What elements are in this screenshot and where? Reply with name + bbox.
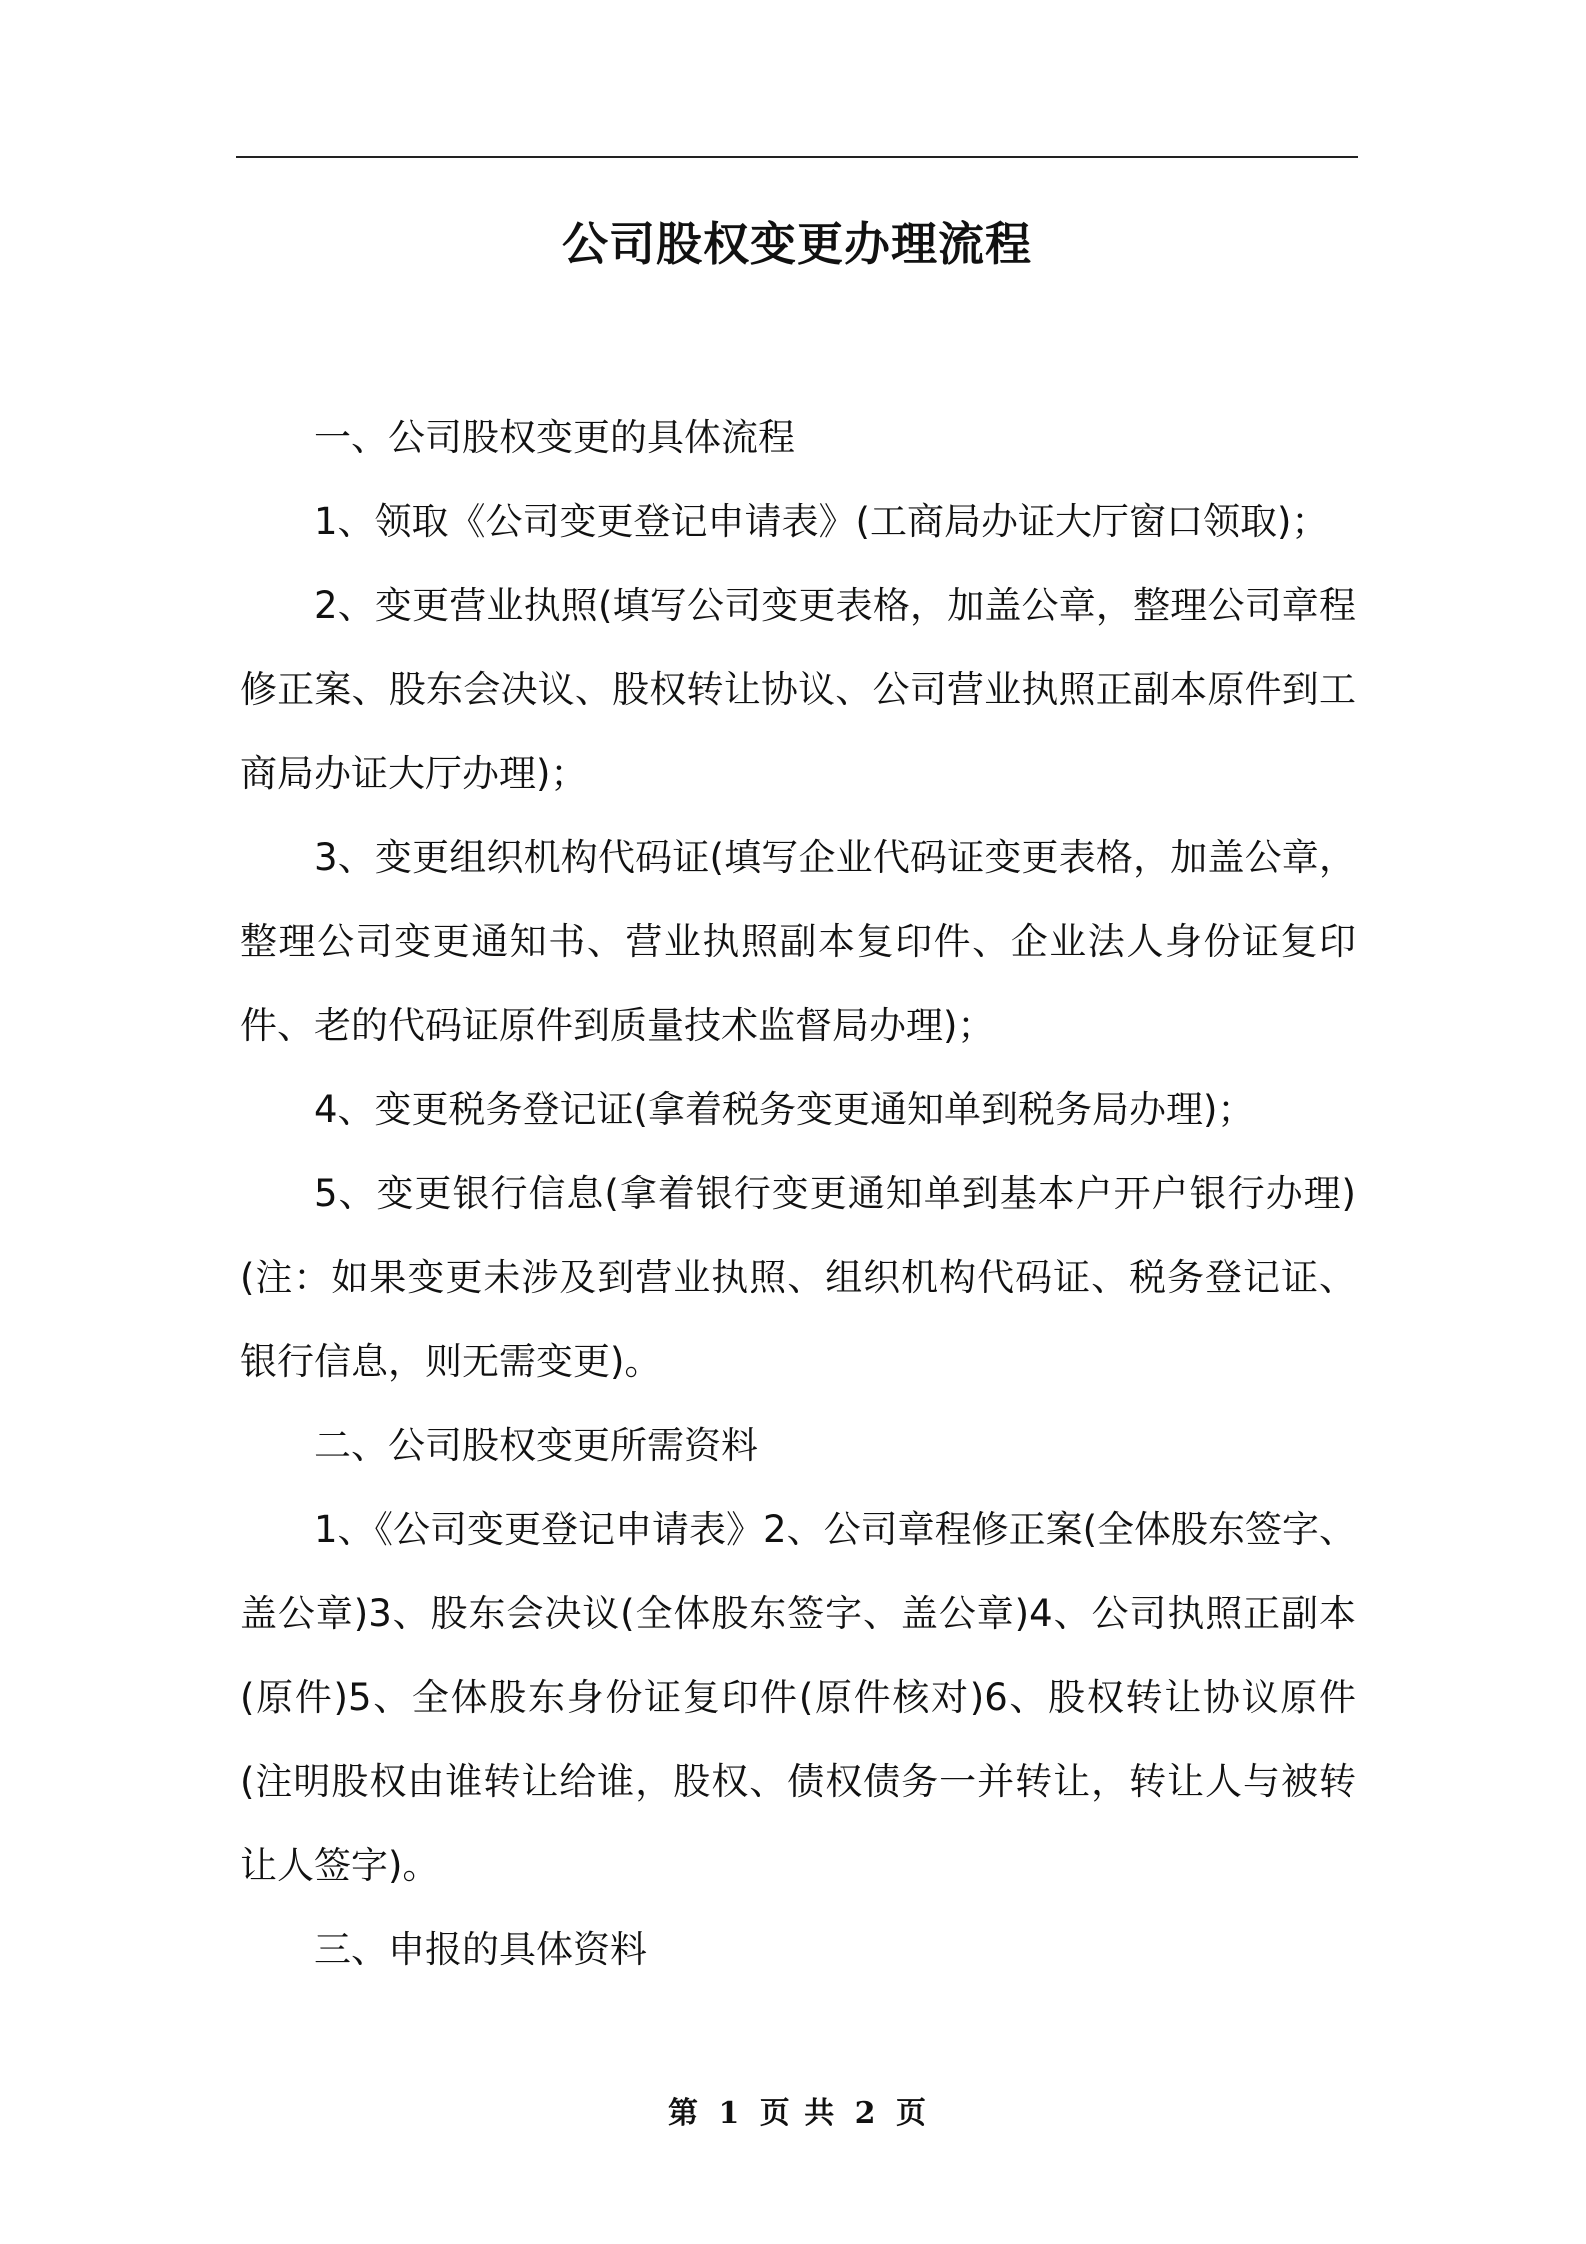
footer-total-pages: 2 [854, 2096, 876, 2131]
paragraph-step-1: 1、领取《公司变更登记申请表》(工商局办证大厅窗口领取)； [314, 500, 1329, 543]
document-body [240, 396, 1356, 1992]
header-rule [236, 156, 1358, 158]
footer-current-page: 1 [718, 2096, 740, 2131]
document-title: 公司股权变更办理流程 [562, 217, 1032, 271]
section-heading-process: 一、公司股权变更的具体流程 [314, 416, 795, 459]
footer-page-middle: 页 共 [759, 2096, 835, 2131]
section-heading-materials: 二、公司股权变更所需资料 [314, 1424, 758, 1467]
paragraph-step-5: 5、变更银行信息(拿着银行变更通知单到基本户开户银行办理)(注：如果变更未涉及到营业执照、组织机构代码证、税务登记证、银行信息，则无需变更)。 [240, 1172, 1356, 1383]
page-footer [236, 2094, 1358, 2134]
paragraph-step-4: 4、变更税务登记证(拿着税务变更通知单到税务局办理)； [314, 1088, 1255, 1131]
paragraph-step-3: 3、变更组织机构代码证(填写企业代码证变更表格，加盖公章，整理公司变更通知书、营业执照副本复印件、企业法人身份证复印件、老的代码证原件到质量技术监督局办理)； [240, 836, 1356, 1047]
footer-page-prefix: 第 [667, 2096, 698, 2131]
footer-page-suffix: 页 [896, 2096, 926, 2131]
paragraph-step-2: 2、变更营业执照(填写公司变更表格，加盖公章，整理公司章程修正案、股东会决议、股权转让协议、公司营业执照正副本原件到工商局办证大厅办理)； [240, 584, 1356, 795]
paragraph-materials-list: 1、《公司变更登记申请表》2、公司章程修正案(全体股东签字、盖公章)3、股东会决议(全体股东签字、盖公章)4、公司执照正副本(原件)5、全体股东身份证复印件(原件核对)6、股权转让协议原件(注明股权由谁转让给谁，股权、债权债务一并转让，转让人与被转让人签字)。 [240, 1508, 1357, 1887]
section-heading-declaration: 三、申报的具体资料 [314, 1928, 647, 1971]
